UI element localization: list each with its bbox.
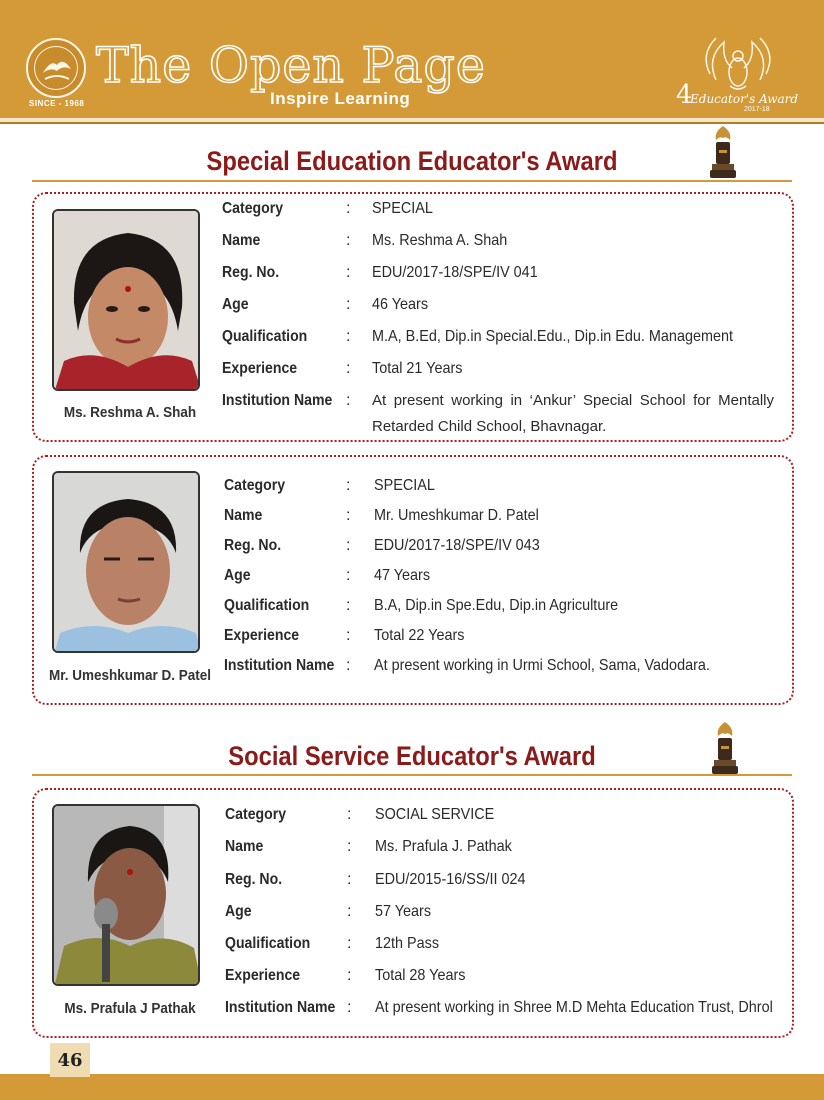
field-label: Institution Name: [225, 999, 336, 1016]
magazine-title: The Open Page: [96, 37, 486, 94]
colon: :: [347, 999, 352, 1016]
field-label: Reg. No.: [222, 264, 280, 281]
colon: :: [346, 537, 351, 554]
field-label: Qualification: [225, 935, 311, 952]
portrait-caption: Ms. Prafula J Pathak: [64, 1000, 196, 1017]
section-title-social: Social Service Educator's Award: [228, 741, 596, 771]
field-value: Total 21 Years: [372, 360, 463, 377]
colon: :: [347, 871, 352, 888]
portrait-photo: [52, 804, 200, 986]
field-label: Name: [222, 232, 261, 249]
section-title-special: Special Education Educator's Award: [206, 146, 618, 176]
field-label: Name: [225, 838, 264, 855]
colon: :: [347, 967, 352, 984]
colon: :: [346, 567, 351, 584]
trophy-icon: [708, 720, 742, 776]
portrait-photo: [52, 471, 200, 653]
field-value: Total 28 Years: [375, 967, 466, 984]
award-year: 2017-18: [744, 106, 770, 113]
field-label: Age: [224, 567, 251, 584]
info-row-experience: [225, 967, 785, 991]
field-label: Institution Name: [224, 657, 335, 674]
field-label: Name: [224, 507, 263, 524]
colon: :: [347, 935, 352, 952]
info-row-reg-no: [222, 264, 782, 288]
field-value: SOCIAL SERVICE: [375, 806, 495, 823]
field-value: SPECIAL: [374, 477, 435, 494]
page-footer: [0, 1074, 824, 1100]
field-value: Total 22 Years: [374, 627, 465, 644]
info-row-reg-no: [225, 871, 785, 895]
field-label: Category: [224, 477, 286, 494]
magazine-logo-icon: [26, 38, 86, 98]
header-divider-dark: [0, 122, 824, 124]
field-value: M.A, B.Ed, Dip.in Special.Edu., Dip.in Edu. Management: [372, 328, 733, 345]
award-card: [32, 788, 794, 1038]
field-label: Age: [225, 903, 252, 920]
field-value: 46 Years: [372, 296, 429, 313]
colon: :: [346, 360, 351, 377]
field-label: Experience: [224, 627, 300, 644]
field-value: EDU/2015-16/SS/II 024: [375, 871, 526, 888]
info-row-category: [224, 477, 784, 501]
award-label: Educator's Award: [690, 92, 799, 106]
colon: :: [347, 903, 352, 920]
field-value: 12th Pass: [375, 935, 440, 952]
colon: :: [346, 296, 351, 313]
colon: :: [346, 392, 351, 409]
info-row-institution: [224, 657, 784, 681]
field-value: B.A, Dip.in Spe.Edu, Dip.in Agriculture: [374, 597, 619, 614]
colon: :: [346, 232, 351, 249]
field-label: Institution Name: [222, 392, 333, 409]
colon: :: [346, 597, 351, 614]
info-row-category: [225, 806, 785, 830]
info-row-age: [224, 567, 784, 591]
field-label: Qualification: [224, 597, 310, 614]
colon: :: [347, 838, 352, 855]
field-value: At present working in Urmi School, Sama, Vadodara.: [374, 657, 710, 674]
info-row-name: [225, 838, 785, 862]
info-row-institution: [225, 999, 785, 1023]
field-label: Experience: [222, 360, 298, 377]
field-label: Category: [225, 806, 287, 823]
portrait-caption: Mr. Umeshkumar D. Patel: [48, 667, 212, 684]
field-label: Reg. No.: [224, 537, 282, 554]
field-value: 57 Years: [375, 903, 432, 920]
colon: :: [346, 507, 351, 524]
field-value: At present working in Shree M.D Mehta Education Trust, Dhrol: [375, 999, 773, 1016]
colon: :: [346, 264, 351, 281]
field-value: SPECIAL: [372, 200, 433, 217]
section-rule: [32, 180, 792, 182]
colon: :: [346, 200, 351, 217]
info-row-experience: [224, 627, 784, 651]
info-row-reg-no: [224, 537, 784, 561]
field-value: EDU/2017-18/SPE/IV 043: [374, 537, 540, 554]
colon: :: [346, 328, 351, 345]
info-row-institution: [222, 392, 782, 442]
info-row-age: [222, 296, 782, 320]
field-label: Qualification: [222, 328, 308, 345]
info-row-category: [222, 200, 782, 224]
field-value: Mr. Umeshkumar D. Patel: [374, 507, 539, 524]
since-label: SINCE - 1968: [29, 99, 85, 108]
info-row-qualification: [222, 328, 782, 352]
info-row-qualification: [225, 935, 785, 959]
award-card: [32, 455, 794, 705]
colon: :: [346, 657, 351, 674]
info-row-experience: [222, 360, 782, 384]
field-value: EDU/2017-18/SPE/IV 041: [372, 264, 538, 281]
magazine-tagline: Inspire Learning: [270, 89, 411, 108]
field-label: Reg. No.: [225, 871, 283, 888]
field-value: At present working in ‘Ankur’ Special School for Mentally Retarded Child School, Bhavnagar.: [372, 392, 774, 435]
field-value: Ms. Prafula J. Pathak: [375, 838, 512, 855]
page-number: 46: [50, 1043, 90, 1077]
colon: :: [346, 627, 351, 644]
section-rule: [32, 774, 792, 776]
info-row-qualification: [224, 597, 784, 621]
portrait-photo: [52, 209, 200, 391]
portrait-caption: Ms. Reshma A. Shah: [63, 404, 197, 421]
field-value: 47 Years: [374, 567, 431, 584]
award-card: [32, 192, 794, 442]
field-label: Category: [222, 200, 284, 217]
award-number: 4: [676, 80, 693, 110]
field-label: Experience: [225, 967, 301, 984]
trophy-icon: [706, 124, 740, 180]
info-row-name: [224, 507, 784, 531]
colon: :: [347, 806, 352, 823]
field-value: Ms. Reshma A. Shah: [372, 232, 508, 249]
info-row-name: [222, 232, 782, 256]
info-row-age: [225, 903, 785, 927]
field-label: Age: [222, 296, 249, 313]
colon: :: [346, 477, 351, 494]
